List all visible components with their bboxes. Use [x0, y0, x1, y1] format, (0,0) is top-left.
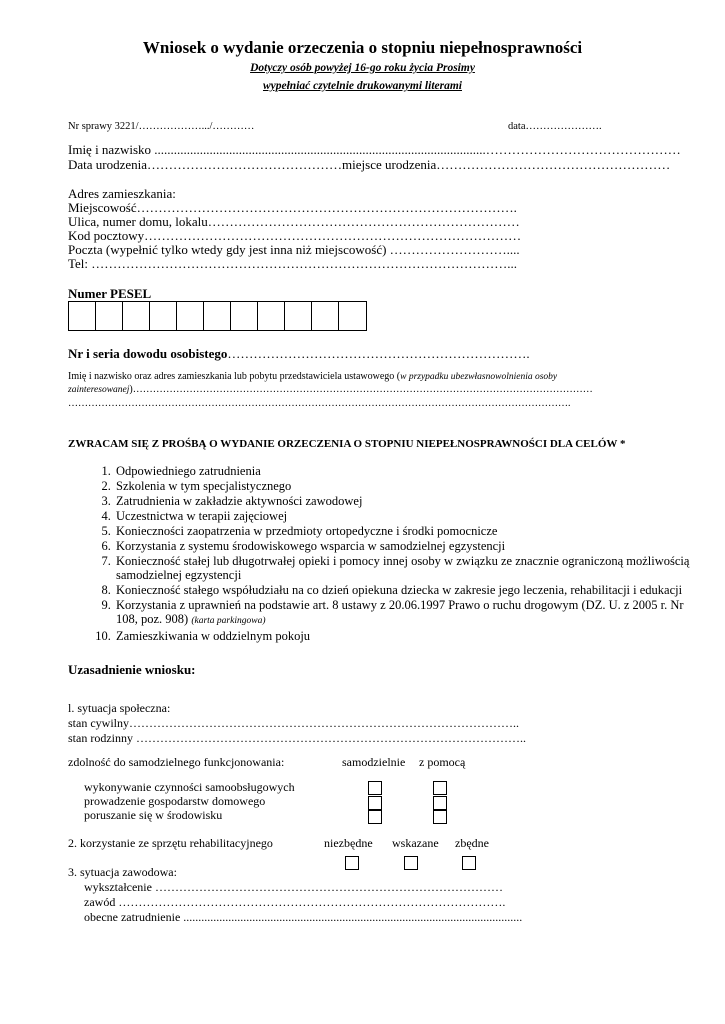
purpose-item[interactable]: 8. Konieczność stałego współudziału na co dzień opiekuna dziecka w zakresie jego leczenia, rehabilitacji i edukacji — [114, 583, 704, 597]
case-number-field[interactable]: Nr sprawy 3221/……………….../………… — [68, 121, 255, 132]
column-self: samodzielnie — [342, 755, 406, 769]
checkbox-equipment-unneeded[interactable] — [462, 856, 476, 870]
column-needed: niezbędne — [324, 836, 373, 850]
postal-code-field[interactable]: Kod pocztowy…………………………………………………………………………… — [68, 228, 522, 243]
representative-field-line2[interactable]: ……………………………………………………………………………………………………………………………………. — [68, 398, 571, 409]
ability-mobility: poruszanie się w środowisku — [84, 808, 223, 822]
purpose-item[interactable]: 2. Szkolenia w tym specjalistycznego — [114, 479, 704, 493]
form-title: Wniosek o wydanie orzeczenia o stopniu niepełnosprawności — [142, 38, 583, 57]
column-advised: wskazane — [392, 836, 439, 850]
purpose-item[interactable]: 1. Odpowiedniego zatrudnienia — [114, 464, 704, 478]
work-situation-heading: 3. sytuacja zawodowa: — [68, 865, 177, 879]
pesel-cell[interactable] — [312, 302, 339, 330]
city-field[interactable]: Miejscowość……………………………………………………………………………. — [68, 200, 517, 215]
representative-label-text: Imię i nazwisko oraz adres zamieszkania lub pobytu przedstawiciela ustawowego ( — [68, 371, 401, 382]
pesel-cell[interactable] — [177, 302, 204, 330]
id-document-field[interactable] — [68, 346, 530, 361]
pesel-cell[interactable] — [258, 302, 285, 330]
profession-field[interactable]: zawód ……………………………………………………………………………………. — [84, 895, 506, 909]
checkbox-household-help[interactable] — [433, 796, 447, 810]
checkbox-household-self[interactable] — [368, 796, 382, 810]
purpose-item[interactable]: 7. Konieczność stałej lub długotrwałej opieki i pomocy innej osoby w związku ze znacznie ograniczoną możliwością samodzielnej egzystencji — [114, 554, 704, 582]
representative-dots: )………………………………………………………………………………………………………………………… — [129, 384, 593, 395]
pesel-label: Numer PESEL — [68, 286, 152, 301]
purpose-item[interactable]: 4. Uczestnictwa w terapii zajęciowej — [114, 509, 704, 523]
id-document-label: Nr i seria dowodu osobistego — [68, 346, 228, 361]
checkbox-equipment-advised[interactable] — [404, 856, 418, 870]
pesel-cell[interactable] — [123, 302, 150, 330]
representative-label — [68, 371, 557, 383]
education-field[interactable]: wykształcenie …………………………………………………………………………… — [84, 880, 503, 894]
pesel-cell[interactable] — [285, 302, 312, 330]
pesel-cell[interactable] — [96, 302, 123, 330]
social-situation-heading: l. sytuacja społeczna: — [68, 701, 171, 715]
request-heading: ZWRACAM SIĘ Z PROŚBĄ O WYDANIE ORZECZENIA O STOPNIU NIEPEŁNOSPRAWNOŚCI DLA CELÓW * — [68, 438, 626, 450]
ability-self-care: wykonywanie czynności samoobsługowych — [84, 780, 295, 794]
equipment-label: 2. korzystanie ze sprzętu rehabilitacyjnego — [68, 836, 273, 850]
checkbox-mobility-help[interactable] — [433, 810, 447, 824]
date-field[interactable]: data…………………. — [508, 121, 602, 132]
purpose-item[interactable]: 9. Korzystania z uprawnień na podstawie art. 8 ustawy z 20.06.1997 Prawo o ruchu drogowym (DZ. U. z 2005 r. Nr 108, poz. 908) (karta parkingowa) — [114, 598, 704, 628]
pesel-cell[interactable] — [339, 302, 366, 330]
form-subtitle-age: Dotyczy osób powyżej 16-go roku życia Prosimy — [250, 62, 475, 74]
purpose-item[interactable]: 3. Zatrudnienia w zakładzie aktywności zawodowej — [114, 494, 704, 508]
employment-field[interactable]: obecne zatrudnienie ................................................................................................................. — [84, 910, 523, 924]
column-with-help: z pomocą — [419, 755, 466, 769]
representative-field[interactable] — [68, 384, 593, 396]
ability-household: prowadzenie gospodarstw domowego — [84, 794, 266, 808]
justification-heading: Uzasadnienie wniosku: — [68, 662, 196, 677]
address-heading: Adres zamieszkania: — [68, 186, 176, 201]
birth-field[interactable]: Data urodzenia………………………………………miejsce urodzenia……………………………………………… — [68, 157, 671, 172]
purpose-item[interactable]: 6. Korzystania z systemu środowiskowego wsparcia w samodzielnej egzystencji — [114, 539, 704, 553]
checkbox-mobility-self[interactable] — [368, 810, 382, 824]
id-document-dots: ……………………………………………………………. — [227, 346, 530, 361]
post-office-field[interactable]: Poczta (wypełnić tylko wtedy gdy jest inna niż miejscowość) ……………………….... — [68, 242, 520, 257]
form-subtitle-instructions: wypełniać czytelnie drukowanymi literami — [262, 80, 462, 92]
pesel-cell[interactable] — [204, 302, 231, 330]
purposes-list — [68, 464, 704, 644]
street-field[interactable]: Ulica, numer domu, lokalu……………………………………………………………… — [68, 214, 520, 229]
pesel-cell[interactable] — [69, 302, 96, 330]
pesel-cell[interactable] — [231, 302, 258, 330]
checkbox-equipment-needed[interactable] — [345, 856, 359, 870]
phone-field[interactable]: Tel: ……………………………………………………………………………………... — [68, 256, 518, 271]
parking-card-note: (karta parkingowa) — [191, 616, 266, 626]
name-field[interactable]: Imię i nazwisko ......................................................................................................……………………………………… — [68, 142, 681, 157]
representative-label-italic: w przypadku ubezwłasnowolnienia osoby — [400, 372, 558, 382]
representative-label-italic-2: zainteresowanej — [68, 385, 130, 395]
checkbox-self-care-help[interactable] — [433, 781, 447, 795]
purpose-item[interactable]: 10. Zamieszkiwania w oddzielnym pokoju — [114, 629, 704, 643]
checkbox-self-care-self[interactable] — [368, 781, 382, 795]
purpose-item[interactable]: 5. Konieczności zaopatrzenia w przedmioty ortopedyczne i środki pomocnicze — [114, 524, 704, 538]
family-status-field[interactable]: stan rodzinny …………………………………………………………………………………….. — [68, 731, 526, 745]
pesel-cell[interactable] — [150, 302, 177, 330]
ability-label: zdolność do samodzielnego funkcjonowania: — [68, 755, 285, 769]
civil-status-field[interactable]: stan cywilny…………………………………………………………………………………….. — [68, 716, 519, 730]
column-unneeded: zbędne — [455, 836, 489, 850]
pesel-grid[interactable] — [68, 301, 367, 331]
